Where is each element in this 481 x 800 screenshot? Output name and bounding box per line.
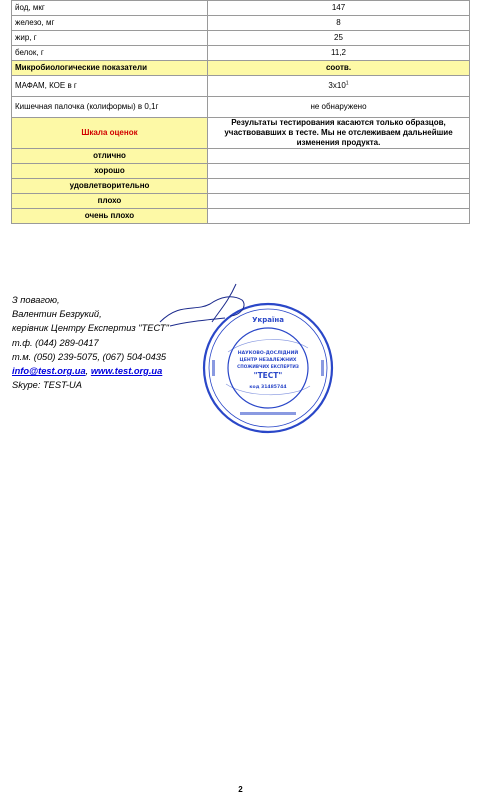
signature-block bbox=[12, 293, 169, 392]
table-row bbox=[12, 16, 470, 31]
scale-note: Результаты тестирования касаются только образцов, участвовавших в тесте. Мы не отслеживаем дальнейшие изменения продукта. bbox=[208, 118, 470, 149]
micro-header-label: Микробиологические показатели bbox=[12, 61, 208, 76]
stamp-name: "ТЕСТ" bbox=[253, 371, 283, 380]
rating-value bbox=[208, 164, 470, 179]
rating-value bbox=[208, 179, 470, 194]
row-label: жир, г bbox=[12, 31, 208, 46]
stamp-code: код 31485744 bbox=[249, 385, 287, 390]
rating-row bbox=[12, 209, 470, 224]
stamp-line1: НАУКОВО-ДОСЛІДНИЙ bbox=[237, 351, 299, 356]
mafam-exponent: 1 bbox=[345, 80, 349, 87]
stamp-country: Україна bbox=[252, 316, 284, 324]
row-label: железо, мг bbox=[12, 16, 208, 31]
rating-label: хорошо bbox=[12, 164, 208, 179]
rating-label: отлично bbox=[12, 149, 208, 164]
row-value: 11,2 bbox=[208, 46, 470, 61]
table-row bbox=[12, 1, 470, 16]
table-row bbox=[12, 46, 470, 61]
greeting: З повагою, bbox=[12, 295, 60, 305]
row-value: 25 bbox=[208, 31, 470, 46]
row-value: не обнаружено bbox=[208, 97, 470, 118]
results-table bbox=[11, 0, 470, 224]
table-row bbox=[12, 76, 470, 97]
signer-name: Валентин Безрукий, bbox=[12, 309, 102, 320]
rating-row bbox=[12, 179, 470, 194]
rating-value bbox=[208, 209, 470, 224]
email-link[interactable]: info@test.org.ua bbox=[12, 366, 86, 377]
scale-row bbox=[12, 118, 470, 149]
signer-position: керівник Центру Експертиз "ТЕСТ" bbox=[12, 323, 169, 334]
row-value: 8 bbox=[208, 16, 470, 31]
row-label: белок, г bbox=[12, 46, 208, 61]
skype: Skype: TEST-UA bbox=[12, 380, 82, 391]
rating-value bbox=[208, 149, 470, 164]
mafam-base: 3х10 bbox=[328, 81, 346, 90]
row-label: Кишечная палочка (колиформы) в 0,1г bbox=[12, 97, 208, 118]
section-header-row bbox=[12, 61, 470, 76]
mobile: т.м. (050) 239-5075, (067) 504-0435 bbox=[12, 351, 167, 362]
rating-label: плохо bbox=[12, 194, 208, 209]
rating-row bbox=[12, 149, 470, 164]
row-label: йод, мкг bbox=[12, 1, 208, 16]
row-value bbox=[208, 76, 470, 97]
row-label: МАФАМ, КОЕ в г bbox=[12, 76, 208, 97]
row-value: 147 bbox=[208, 1, 470, 16]
stamp-line3: СПОЖИВЧИХ ЕКСПЕРТИЗ bbox=[237, 364, 299, 369]
phone: т.ф. (044) 289-0417 bbox=[12, 337, 99, 348]
stamp-line2: ЦЕНТР НЕЗАЛЕЖНИХ bbox=[239, 358, 297, 363]
handwritten-signature bbox=[150, 282, 270, 342]
rating-row bbox=[12, 194, 470, 209]
rating-row bbox=[12, 164, 470, 179]
page-number: 2 bbox=[238, 785, 243, 794]
website-link[interactable]: www.test.org.ua bbox=[90, 366, 163, 377]
link-separator: , bbox=[85, 366, 89, 377]
micro-header-value: соотв. bbox=[208, 61, 470, 76]
contact-links bbox=[12, 364, 169, 378]
table-row bbox=[12, 97, 470, 118]
rating-label: очень плохо bbox=[12, 209, 208, 224]
rating-label: удовлетворительно bbox=[12, 179, 208, 194]
scale-label: Шкала оценок bbox=[12, 118, 208, 149]
rating-value bbox=[208, 194, 470, 209]
table-row bbox=[12, 31, 470, 46]
